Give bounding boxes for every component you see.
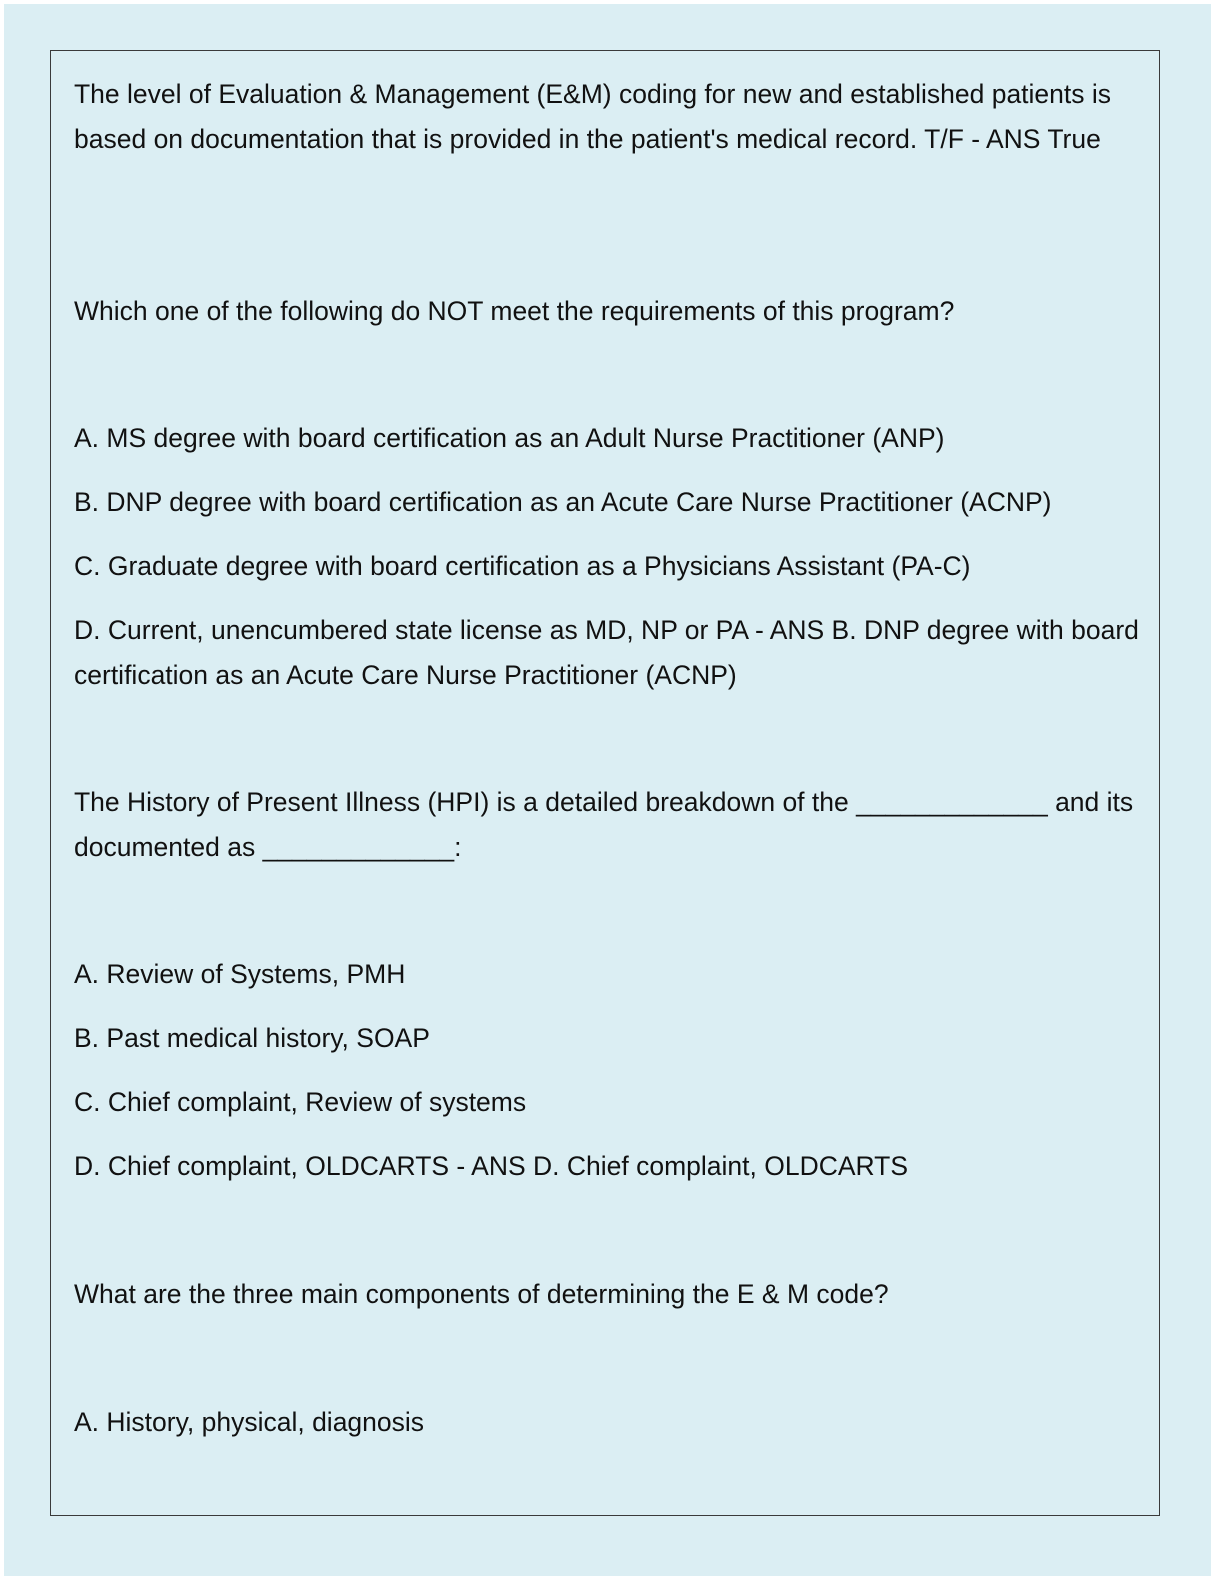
question-3-option-c: C. Chief complaint, Review of systems [74,1087,527,1117]
question-1-text: The level of Evaluation & Management (E&M) coding for new and established patients is based on documentation that is provided in the patient's medical record. T/F - ANS True [74,79,1119,154]
question-3-option-a: A. Review of Systems, PMH [74,959,406,989]
question-2-option-a: A. MS degree with board certification as an Adult Nurse Practitioner (ANP) [74,423,945,453]
question-2-option-b: B. DNP degree with board certification as an Acute Care Nurse Practitioner (ACNP) [74,487,1052,517]
question-2-text: Which one of the following do NOT meet the requirements of this program? [74,296,955,326]
question-3-text: The History of Present Illness (HPI) is a detailed breakdown of the _____________ and its documented as _____________: [74,787,1141,862]
question-3-option-d: D. Chief complaint, OLDCARTS - ANS D. Chief complaint, OLDCARTS [74,1151,909,1181]
question-2-option-d: D. Current, unencumbered state license as MD, NP or PA - ANS B. DNP degree with board certification as an Acute Care Nurse Practitioner (ACNP) [74,615,1147,690]
question-3-option-b: B. Past medical history, SOAP [74,1023,430,1053]
question-4-option-a: A. History, physical, diagnosis [74,1407,425,1437]
question-4-text: What are the three main components of determining the E & M code? [74,1279,889,1309]
question-2-option-c: C. Graduate degree with board certification as a Physicians Assistant (PA-C) [74,551,971,581]
